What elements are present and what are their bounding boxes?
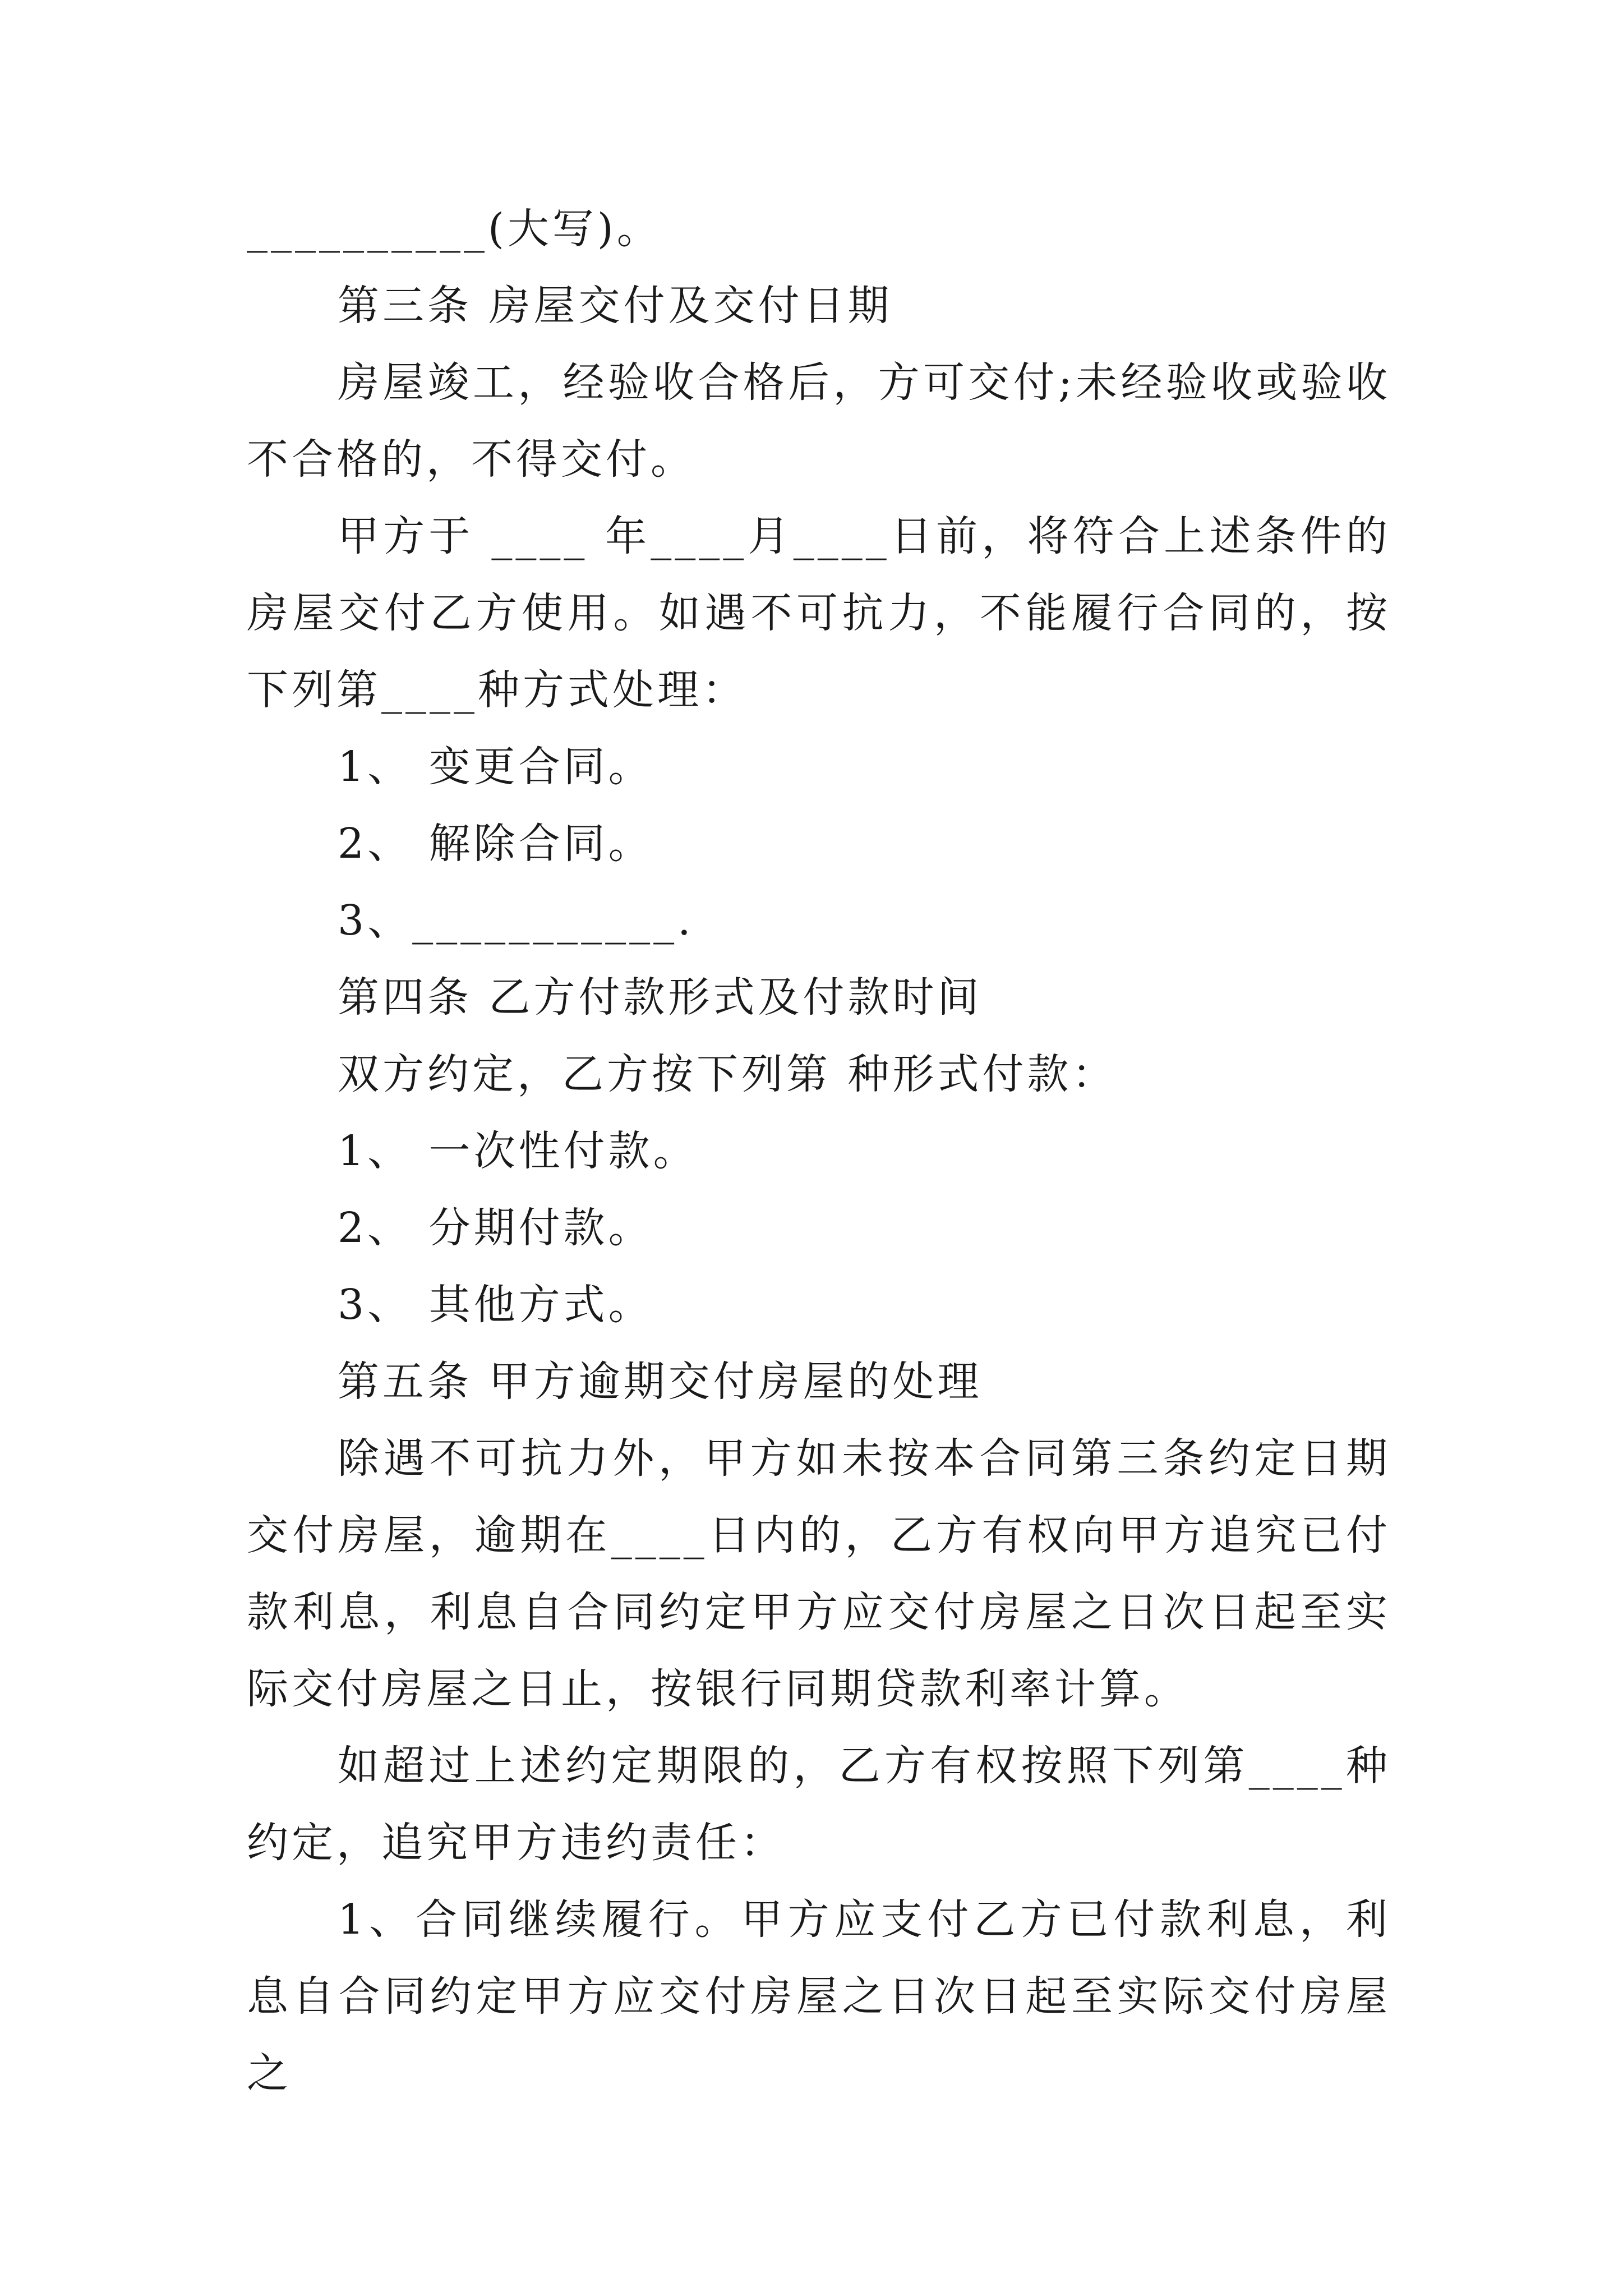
document-body xyxy=(247,191,1391,2112)
paragraph-payment-agreement: 双方约定，乙方按下列第 种形式付款： xyxy=(338,1050,1117,1098)
list-item-other-blank: 3、___________. xyxy=(338,896,694,945)
article-5-heading: 第五条 甲方逾期交付房屋的处理 xyxy=(338,1358,983,1406)
list-item-lump-sum: 1、 一次性付款。 xyxy=(338,1127,698,1175)
list-item-continue-contract: 1、合同继续履行。甲方应支付乙方已付款利息，利息自合同约定甲方应交付房屋之日次日起至实际交付房屋之 xyxy=(247,1895,1391,2097)
list-item-other-methods: 3、 其他方式。 xyxy=(338,1281,653,1329)
list-item-change-contract: 1、 变更合同。 xyxy=(338,743,653,791)
paragraph-exceeding-deadline: 如超过上述约定期限的，乙方有权按照下列第____种约定，追究甲方违约责任： xyxy=(247,1742,1391,1867)
paragraph-late-delivery: 除遇不可抗力外，甲方如未按本合同第三条约定日期交付房屋，逾期在____日内的，乙方有权向甲方追究已付款利息，利息自合同约定甲方应交付房屋之日次日起至实际交付房屋之日止，按银行同期贷款利率计算。 xyxy=(247,1434,1391,1713)
list-item-terminate-contract: 2、 解除合同。 xyxy=(338,820,653,868)
list-item-installments: 2、 分期付款。 xyxy=(338,1204,653,1252)
paragraph-acceptance: 房屋竣工，经验收合格后，方可交付;未经验收或验收不合格的，不得交付。 xyxy=(247,358,1391,484)
article-3-heading: 第三条 房屋交付及交付日期 xyxy=(338,282,893,330)
paragraph-delivery-date: 甲方于 ____ 年____月____日前，将符合上述条件的房屋交付乙方使用。如遇不可抗力，不能履行合同的，按下列第____种方式处理： xyxy=(247,512,1391,714)
article-4-heading: 第四条 乙方付款形式及付款时间 xyxy=(338,973,983,1022)
paragraph-amount-uppercase: __________(大写)。 xyxy=(247,205,662,253)
